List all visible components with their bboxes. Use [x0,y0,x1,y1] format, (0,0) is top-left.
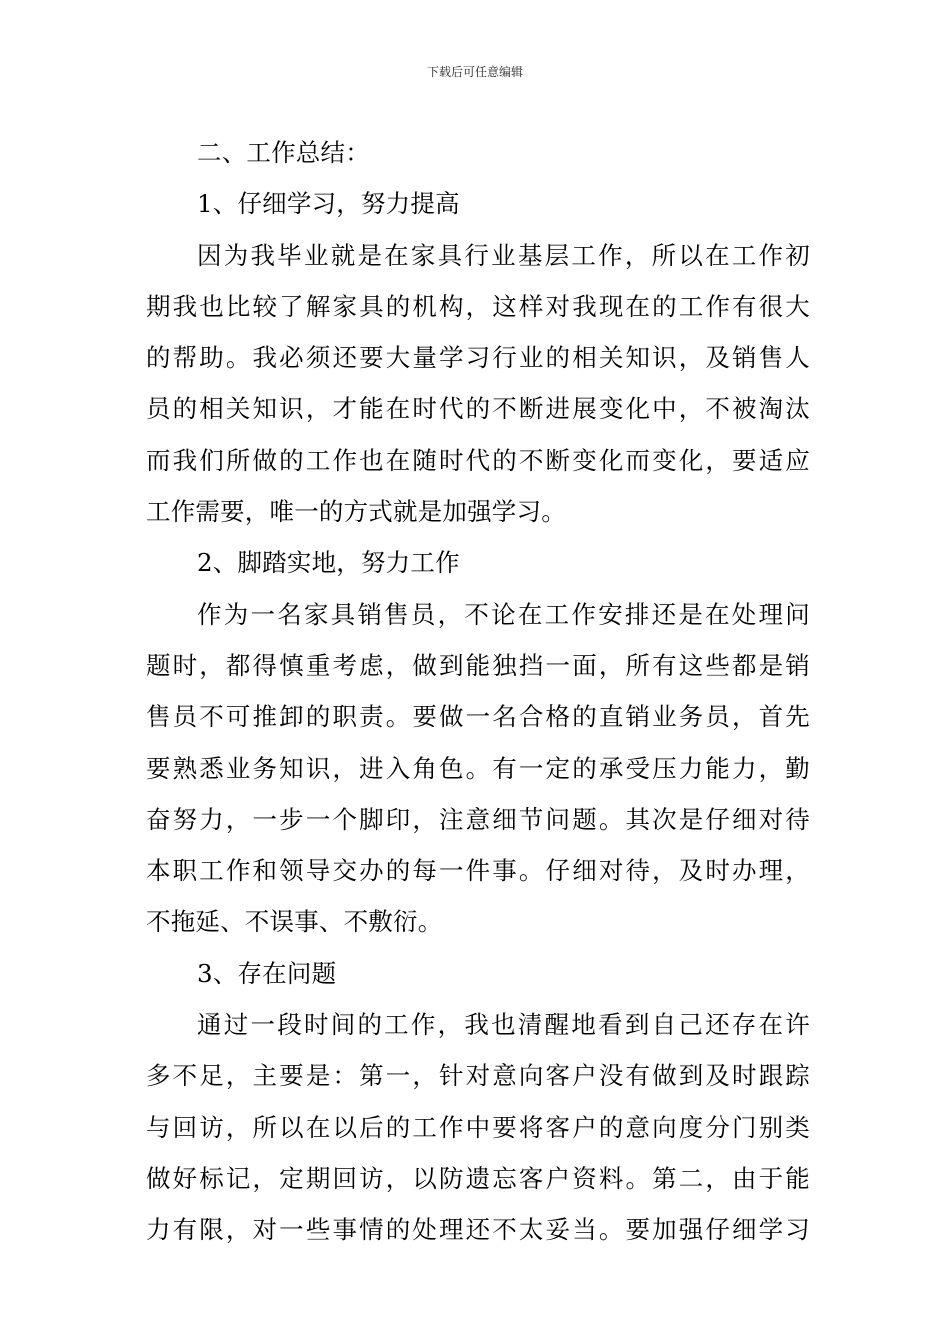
subsection-heading: 2、脚踏实地，努力工作 [197,548,460,578]
paragraph-line: 员的相关知识，才能在时代的不断进展变化中，不被淘汰 [146,394,810,424]
paragraph-line: 本职工作和领导交办的每一件事。仔细对待，及时办理， [146,856,810,886]
page-header-note: 下载后可任意编辑 [426,65,523,79]
subsection-heading: 3、存在问题 [197,958,337,988]
paragraph-line: 不拖延、不误事、不敷衍。 [146,907,443,937]
paragraph-line: 做好标记，定期回访，以防遗忘客户资料。第二，由于能 [146,1163,810,1193]
paragraph-line: 通过一段时间的工作，我也清醒地看到自己还存在许 [197,1010,810,1040]
paragraph-line: 的帮助。我必须还要大量学习行业的相关知识，及销售人 [146,343,810,373]
section-heading: 二、工作总结： [197,138,370,167]
paragraph-line: 售员不可推卸的职责。要做一名合格的直销业务员，首先 [146,702,810,732]
document-body [146,127,810,1256]
paragraph-line: 奋努力，一步一个脚印，注意细节问题。其次是仔细对待 [146,804,810,834]
paragraph-line: 要熟悉业务知识，进入角色。有一定的承受压力能力，勤 [146,753,810,783]
paragraph-line: 作为一名家具销售员，不论在工作安排还是在处理问 [197,599,810,629]
paragraph-line: 因为我毕业就是在家具行业基层工作，所以在工作初 [197,240,810,270]
paragraph-line: 与回访，所以在以后的工作中要将客户的意向度分门别类 [146,1112,810,1142]
subsection-heading: 1、仔细学习，努力提高 [197,189,460,219]
paragraph-line: 工作需要，唯一的方式就是加强学习。 [146,497,566,527]
paragraph-line: 而我们所做的工作也在随时代的不断变化而变化，要适应 [146,445,810,475]
paragraph-line: 多不足，主要是：第一，针对意向客户没有做到及时跟踪 [146,1061,810,1091]
paragraph-line: 期我也比较了解家具的机构，这样对我现在的工作有很大 [146,291,810,321]
paragraph-line: 力有限，对一些事情的处理还不太妥当。要加强仔细学习 [146,1215,810,1245]
paragraph-line: 题时，都得慎重考虑，做到能独挡一面，所有这些都是销 [146,650,810,680]
